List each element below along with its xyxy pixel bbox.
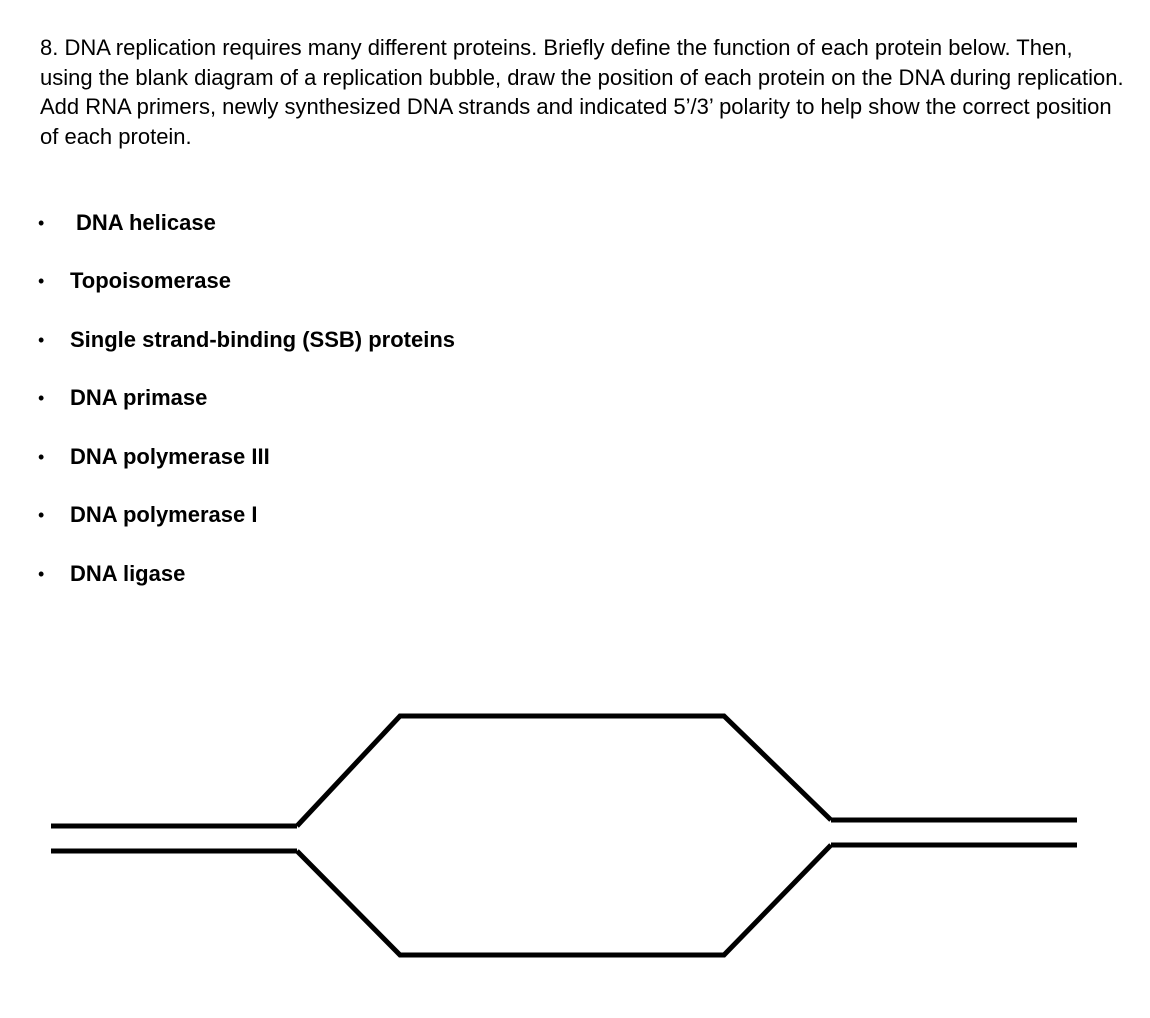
protein-name-ssb-proteins: Single strand-binding (SSB) proteins (70, 327, 455, 352)
bullet: • (38, 330, 45, 350)
bullet: • (38, 447, 45, 467)
bubble-top-strand (297, 716, 831, 826)
question-text: 8. DNA replication requires many different proteins. Briefly define the function of each protein below. Then, using the blank diagram of a replication bubble, draw the position of each protein on the DNA during replication. Add RNA primers, newly synthesized DNA strands and indicated 5’/3’ polarity to help show the correct position of each protein. (40, 35, 1124, 149)
bubble-bottom-strand (297, 845, 831, 955)
protein-name-dna-polymerase-iii: DNA polymerase III (70, 444, 270, 469)
bullet: • (38, 505, 45, 525)
protein-name-dna-primase: DNA primase (70, 385, 208, 410)
bullet: • (38, 213, 45, 233)
protein-name-dna-polymerase-i: DNA polymerase I (70, 502, 258, 527)
bullet: • (38, 564, 45, 584)
bullet: • (38, 388, 45, 408)
bullet: • (38, 271, 45, 291)
protein-name-topoisomerase: Topoisomerase (70, 268, 231, 293)
protein-name-dna-helicase: DNA helicase (76, 210, 216, 235)
protein-name-dna-ligase: DNA ligase (70, 561, 186, 586)
